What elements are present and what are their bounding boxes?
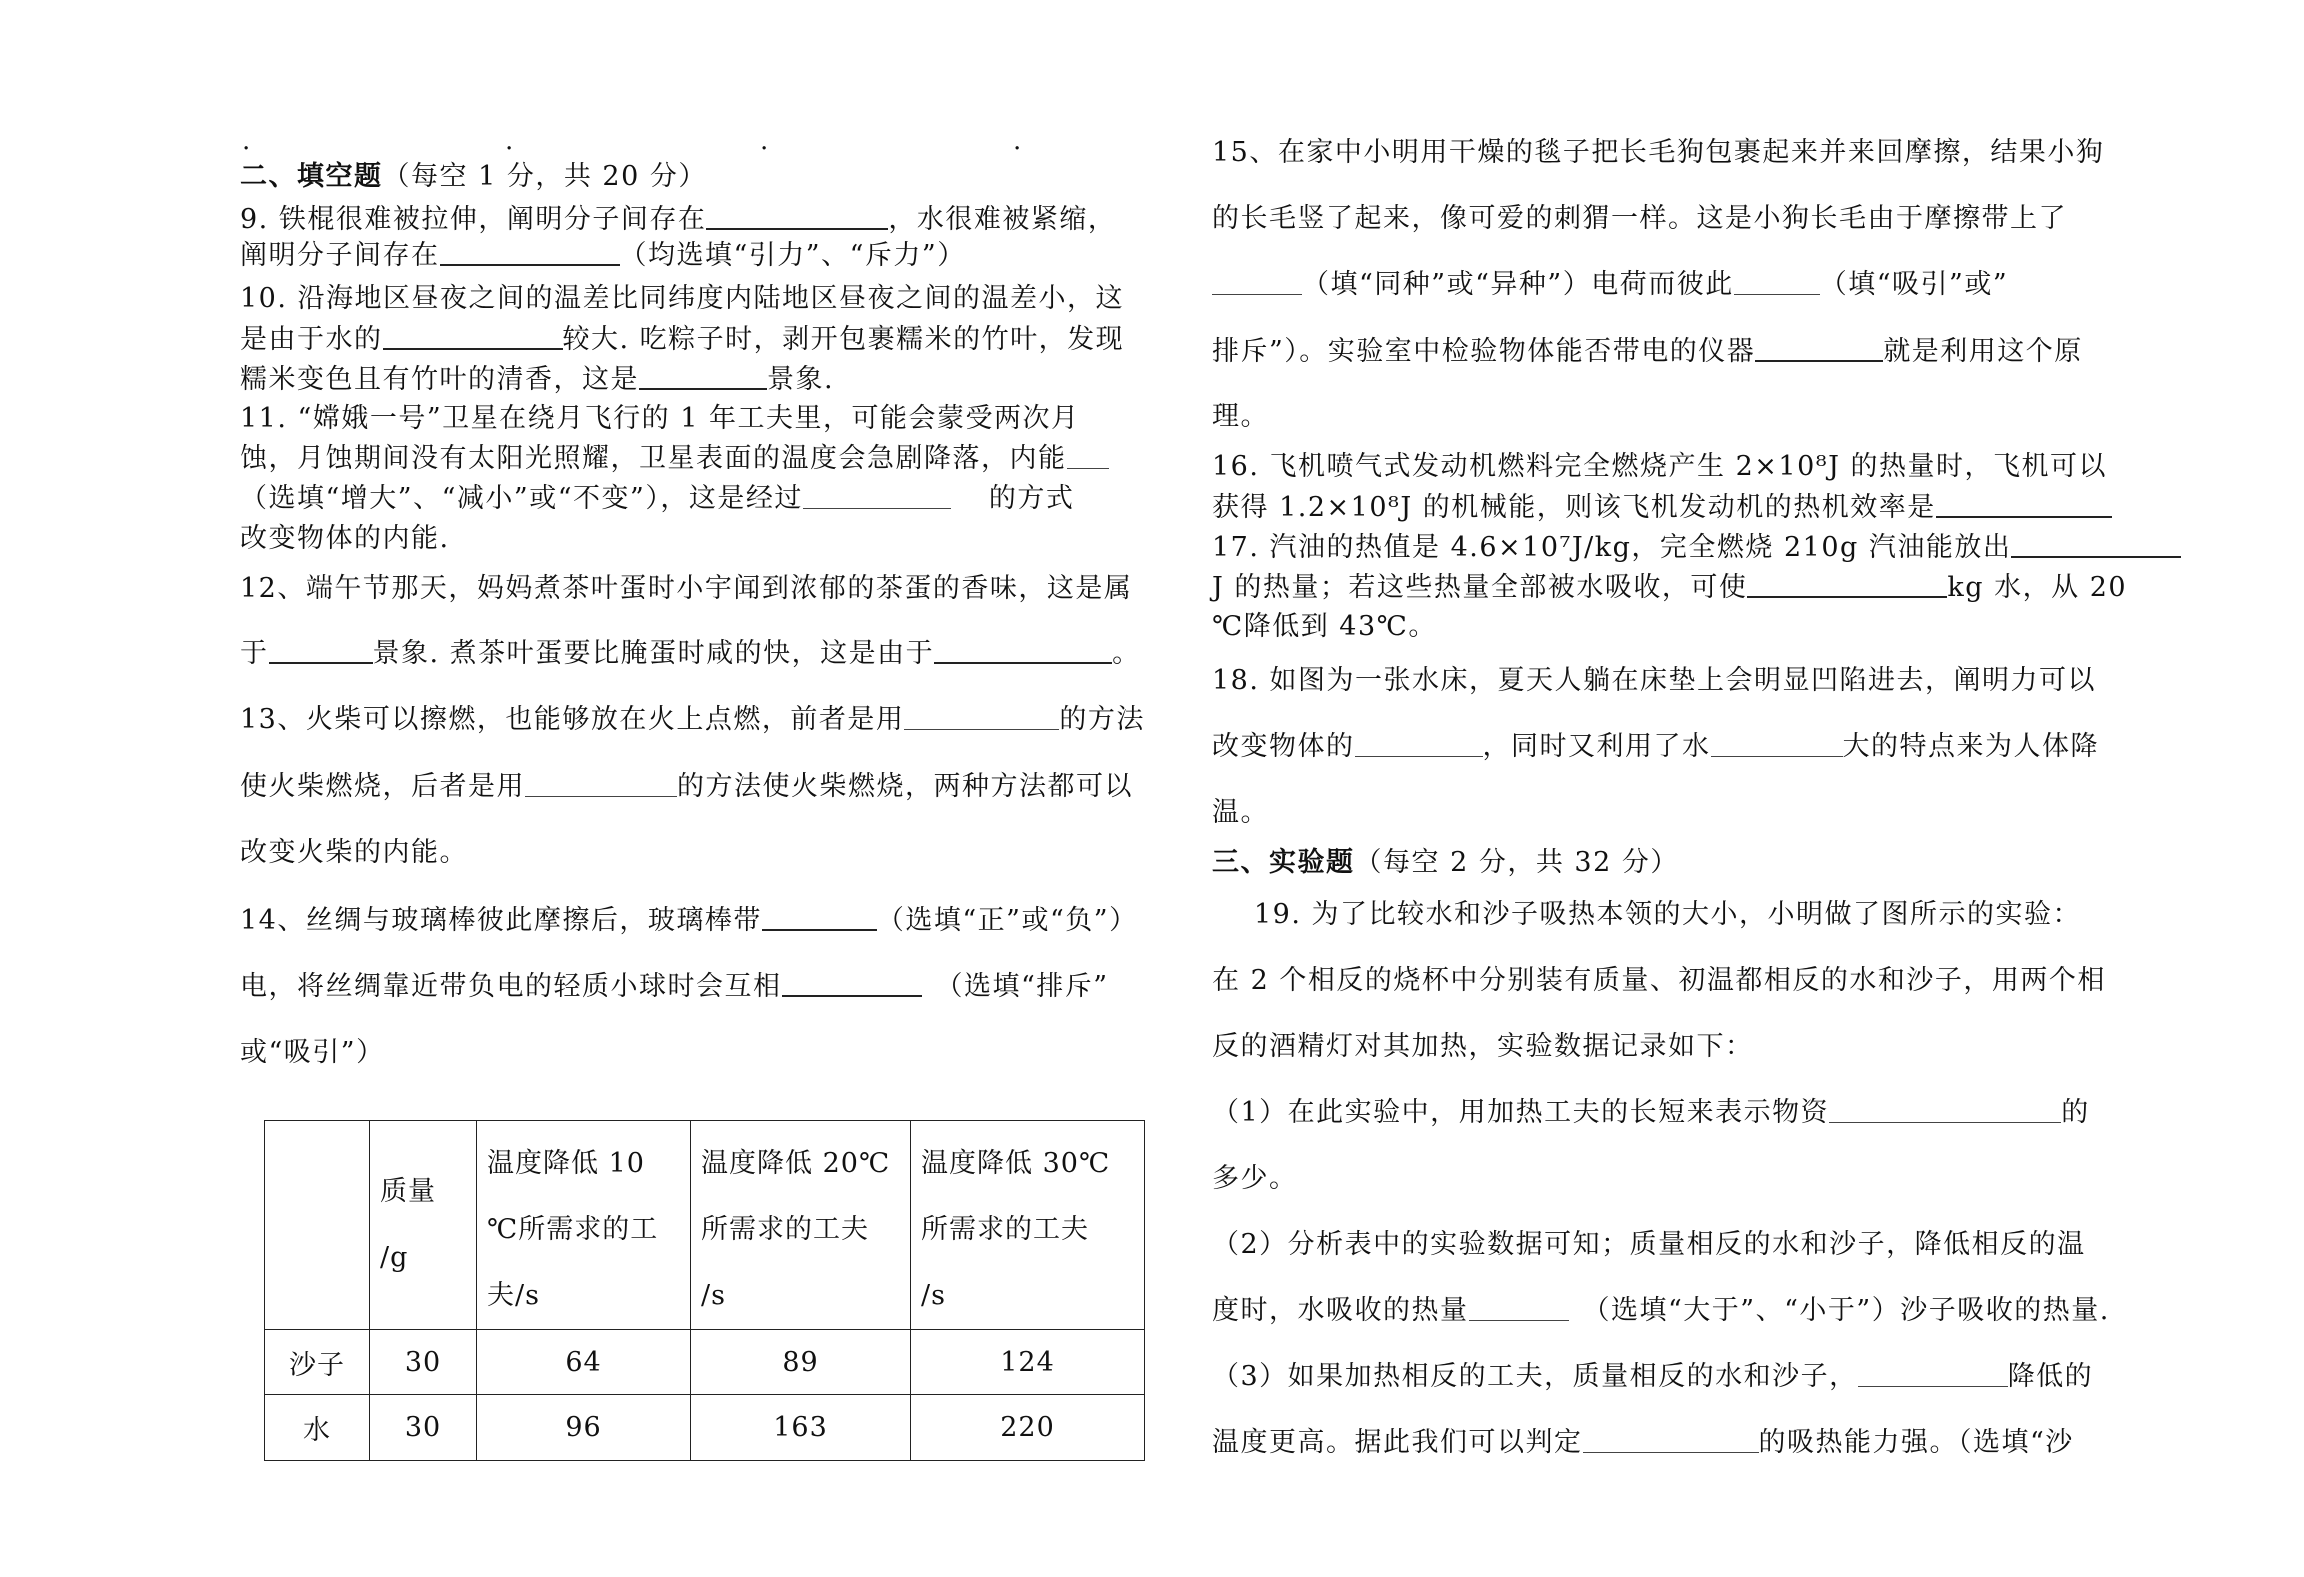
q12-text: 景象. 煮茶叶蛋要比腌蛋时咸的快，这是由于 bbox=[372, 638, 935, 669]
section3-heading bbox=[1212, 846, 1679, 880]
q19-text: 的 bbox=[2061, 1097, 2090, 1128]
q15-line2: 的长毛竖了起来，像可爱的刺猬一样。这是小狗长毛由于摩擦带上了 bbox=[1212, 203, 2067, 234]
table-header-cell bbox=[370, 1121, 477, 1330]
q19-text: （选填“大于”、“小于”）沙子吸收的热量. bbox=[1582, 1295, 2110, 1326]
q15-line5: 理。 bbox=[1212, 401, 1269, 432]
table-cell: 64 bbox=[477, 1330, 691, 1395]
q15-blank-2[interactable] bbox=[1734, 268, 1820, 295]
table-cell: 沙子 bbox=[265, 1330, 370, 1395]
q10-blank-2[interactable] bbox=[639, 362, 767, 390]
q9-line1 bbox=[240, 202, 1116, 237]
header-text: 所需求的工夫 bbox=[921, 1214, 1089, 1245]
header-text: 所需求的工夫 bbox=[701, 1214, 869, 1245]
header-text: 夫/s bbox=[487, 1280, 540, 1311]
q15-line1: 15、在家中小明用干燥的毯子把长毛狗包裹起来并来回摩擦，结果小狗 bbox=[1212, 137, 2105, 168]
q15-text: 就是利用这个原 bbox=[1883, 336, 2083, 367]
q17-line3: ℃降低到 43℃。 bbox=[1212, 611, 1437, 642]
q9-blank-1[interactable] bbox=[706, 202, 888, 230]
q19-blank-2[interactable] bbox=[1469, 1294, 1569, 1321]
q14-blank-1[interactable] bbox=[762, 903, 877, 931]
table-row bbox=[265, 1395, 1145, 1461]
q12-line1: 12、端午节那天，妈妈煮茶叶蛋时小宇闻到浓郁的茶蛋的香味，这是属 bbox=[240, 573, 1133, 604]
q19-blank-3[interactable] bbox=[1858, 1360, 2008, 1387]
q15-blank-1[interactable] bbox=[1212, 268, 1302, 295]
table-cell: 163 bbox=[691, 1395, 911, 1461]
q16-line2 bbox=[1212, 490, 2112, 525]
header-text: 温度降低 30℃ bbox=[921, 1148, 1111, 1179]
header-text: /s bbox=[701, 1280, 726, 1311]
q10-text: 景象. bbox=[767, 364, 835, 395]
table-cell: 30 bbox=[370, 1395, 477, 1461]
table-row bbox=[265, 1330, 1145, 1395]
q13-blank-2[interactable] bbox=[525, 770, 677, 797]
header-text: /s bbox=[921, 1280, 946, 1311]
q17-text: 17. 汽油的热值是 4.6×10⁷J/kg，完全燃烧 210g 汽油能放出 bbox=[1212, 532, 2012, 563]
table-header-cell bbox=[477, 1121, 691, 1330]
q9-line2 bbox=[240, 238, 966, 273]
q10-blank-1[interactable] bbox=[383, 322, 563, 350]
q11-blank-1[interactable] bbox=[1067, 442, 1109, 469]
q10-line1: 10. 沿海地区昼夜之间的温差比同纬度内陆地区昼夜之间的温差小，这 bbox=[240, 283, 1125, 314]
table-cell: 96 bbox=[477, 1395, 691, 1461]
section2-title: 二、填空题 bbox=[240, 161, 383, 192]
q18-text: 改变物体的 bbox=[1212, 731, 1355, 762]
q16-text: 获得 1.2×10⁸J 的机械能，则该飞机发动机的热机效率是 bbox=[1212, 492, 1936, 523]
q17-line2 bbox=[1212, 570, 2127, 605]
q19-text: （3）如果加热相反的工夫，质量相反的水和沙子， bbox=[1212, 1361, 1858, 1392]
q17-text: J 的热量；若这些热量全部被水吸收，可使 bbox=[1212, 572, 1748, 603]
q15-blank-3[interactable] bbox=[1755, 334, 1883, 362]
q19-text: （1）在此实验中，用加热工夫的长短来表示物资 bbox=[1212, 1097, 1830, 1128]
q10-line2 bbox=[240, 322, 1124, 357]
q19-text: 温度更高。据此我们可以判定 bbox=[1212, 1427, 1583, 1458]
section2-note: （每空 1 分，共 20 分） bbox=[382, 161, 707, 192]
q14-line1 bbox=[240, 903, 1138, 938]
q12-blank-1[interactable] bbox=[269, 636, 373, 664]
q19-line2: 在 2 个相反的烧杯中分别装有质量、初温都相反的水和沙子，用两个相 bbox=[1212, 965, 2106, 996]
q19-blank-1[interactable] bbox=[1829, 1096, 2061, 1123]
q18-text: 大的特点来为人体降 bbox=[1842, 731, 2099, 762]
q13-text: 的方法使火柴燃烧，两种方法都可以 bbox=[677, 771, 1133, 802]
q11-line1: 11. “嫦娥一号”卫星在绕月飞行的 1 年工夫里，可能会蒙受两次月 bbox=[240, 403, 1080, 434]
q18-blank-1[interactable] bbox=[1355, 730, 1483, 757]
q18-line1: 18. 如图为一张水床，夏天人躺在床垫上会明显凹陷进去，阐明力可以 bbox=[1212, 665, 2097, 696]
q13-line1 bbox=[240, 703, 1145, 737]
header-text: /g bbox=[380, 1242, 409, 1273]
table-header-row bbox=[265, 1121, 1145, 1330]
q12-line2 bbox=[240, 636, 1141, 671]
q11-blank-2[interactable] bbox=[803, 482, 951, 509]
q14-text: 14、丝绸与玻璃棒彼此摩擦后，玻璃棒带 bbox=[240, 905, 762, 936]
q11-text: 的方式 bbox=[988, 483, 1075, 514]
q18-line3: 温。 bbox=[1212, 797, 1269, 828]
q15-text: （填“同种”或“异种”）电荷而彼此 bbox=[1302, 269, 1734, 300]
q11-line4: 改变物体的内能. bbox=[240, 523, 450, 554]
q11-line3 bbox=[240, 482, 1074, 516]
header-text: 温度降低 10 bbox=[487, 1148, 645, 1179]
q14-text: （选填“排斥” bbox=[935, 971, 1109, 1002]
q16-blank[interactable] bbox=[1936, 490, 2112, 518]
header-dot: . bbox=[1013, 126, 1022, 156]
q11-line2 bbox=[240, 442, 1109, 476]
q18-line2 bbox=[1212, 730, 2099, 764]
q15-text: 排斥”）。实验室中检验物体能否带电的仪器 bbox=[1212, 336, 1756, 367]
q17-blank-1[interactable] bbox=[2011, 530, 2181, 558]
q9-text: （均选填“引力”、“斥力”） bbox=[619, 240, 966, 271]
q19-part2-line1: （2）分析表中的实验数据可知；质量相反的水和沙子，降低相反的温 bbox=[1212, 1229, 2086, 1260]
table-header-cell bbox=[691, 1121, 911, 1330]
q18-text: ，同时又利用了水 bbox=[1482, 731, 1711, 762]
q15-text: （填“吸引”或” bbox=[1819, 269, 2009, 300]
q10-text: 是由于水的 bbox=[240, 324, 383, 355]
table-cell: 30 bbox=[370, 1330, 477, 1395]
q19-part1-line1 bbox=[1212, 1096, 2090, 1130]
header-text: 质量 bbox=[380, 1176, 436, 1207]
q13-line2 bbox=[240, 770, 1133, 804]
q13-text: 13、火柴可以擦燃，也能够放在火上点燃，前者是用 bbox=[240, 704, 905, 735]
q9-text: ，水很难被紧缩， bbox=[888, 204, 1117, 235]
q14-line2 bbox=[240, 969, 1109, 1004]
q19-blank-4[interactable] bbox=[1583, 1426, 1759, 1453]
header-dot: . bbox=[242, 126, 251, 156]
header-text: ℃所需求的工 bbox=[487, 1214, 659, 1245]
table-cell: 124 bbox=[911, 1330, 1145, 1395]
q14-text: （选填“正”或“负”） bbox=[876, 905, 1138, 936]
q9-blank-2[interactable] bbox=[440, 238, 620, 266]
q10-text: 较大. 吃粽子时，剥开包裹糯米的竹叶，发现 bbox=[562, 324, 1125, 355]
table-header-cell bbox=[265, 1121, 370, 1330]
q14-line3: 或“吸引”） bbox=[240, 1037, 385, 1068]
q10-line3 bbox=[240, 362, 834, 397]
q19-line1: 19. 为了比较水和沙子吸热本领的大小，小明做了图所示的实验： bbox=[1254, 899, 2082, 930]
table-header-cell bbox=[911, 1121, 1145, 1330]
header-dot: . bbox=[760, 126, 769, 156]
q13-line3: 改变火柴的内能。 bbox=[240, 837, 468, 868]
q10-text: 糯米变色且有竹叶的清香，这是 bbox=[240, 364, 639, 395]
q19-text: 度时，水吸收的热量 bbox=[1212, 1295, 1469, 1326]
section3-note: （每空 2 分，共 32 分） bbox=[1354, 847, 1679, 878]
q13-text: 使火柴燃烧，后者是用 bbox=[240, 771, 525, 802]
table-cell: 水 bbox=[265, 1395, 370, 1461]
section2-heading bbox=[240, 160, 707, 194]
q19-line3: 反的酒精灯对其加热，实验数据记录如下： bbox=[1212, 1031, 1754, 1062]
q9-text: 阐明分子间存在 bbox=[240, 240, 440, 271]
q13-blank-1[interactable] bbox=[904, 703, 1059, 730]
q17-blank-2[interactable] bbox=[1747, 570, 1947, 598]
table-cell: 220 bbox=[911, 1395, 1145, 1461]
q11-text: （选填“增大”、“减小”或“不变”），这是经过 bbox=[240, 483, 803, 514]
header-dot: . bbox=[505, 126, 514, 156]
q12-text: 于 bbox=[240, 638, 269, 669]
q12-text: 。 bbox=[1112, 638, 1141, 669]
q19-part3-line2 bbox=[1212, 1426, 2074, 1460]
q11-text: 蚀，月蚀期间没有太阳光照耀，卫星表面的温度会急剧降落，内能 bbox=[240, 443, 1067, 474]
q19-part3-line1 bbox=[1212, 1360, 2093, 1394]
q19-part2-line2 bbox=[1212, 1294, 2110, 1328]
q12-blank-2[interactable] bbox=[934, 636, 1112, 664]
q13-text: 的方法 bbox=[1059, 704, 1145, 735]
q16-line1: 16. 飞机喷气式发动机燃料完全燃烧产生 2×10⁸J 的热量时，飞机可以 bbox=[1212, 451, 2107, 482]
q18-blank-2[interactable] bbox=[1711, 730, 1843, 757]
table-cell: 89 bbox=[691, 1330, 911, 1395]
q14-text: 电，将丝绸靠近带负电的轻质小球时会互相 bbox=[240, 971, 782, 1002]
section3-title: 三、实验题 bbox=[1212, 847, 1355, 878]
experiment-data-table bbox=[264, 1120, 1145, 1461]
q15-line3 bbox=[1212, 268, 2008, 302]
q17-text: kg 水，从 20 bbox=[1947, 572, 2128, 603]
q19-text: 的吸热能力强。（选填“沙 bbox=[1758, 1427, 2074, 1458]
q14-blank-2[interactable] bbox=[782, 969, 922, 997]
q15-line4 bbox=[1212, 334, 2083, 369]
q9-text: 9. 铁棍很难被拉伸，阐明分子间存在 bbox=[240, 204, 707, 235]
q19-text: 降低的 bbox=[2007, 1361, 2094, 1392]
q17-line1 bbox=[1212, 530, 2181, 565]
q19-part1-line2: 多少。 bbox=[1212, 1163, 1298, 1194]
header-text: 温度降低 20℃ bbox=[701, 1148, 891, 1179]
